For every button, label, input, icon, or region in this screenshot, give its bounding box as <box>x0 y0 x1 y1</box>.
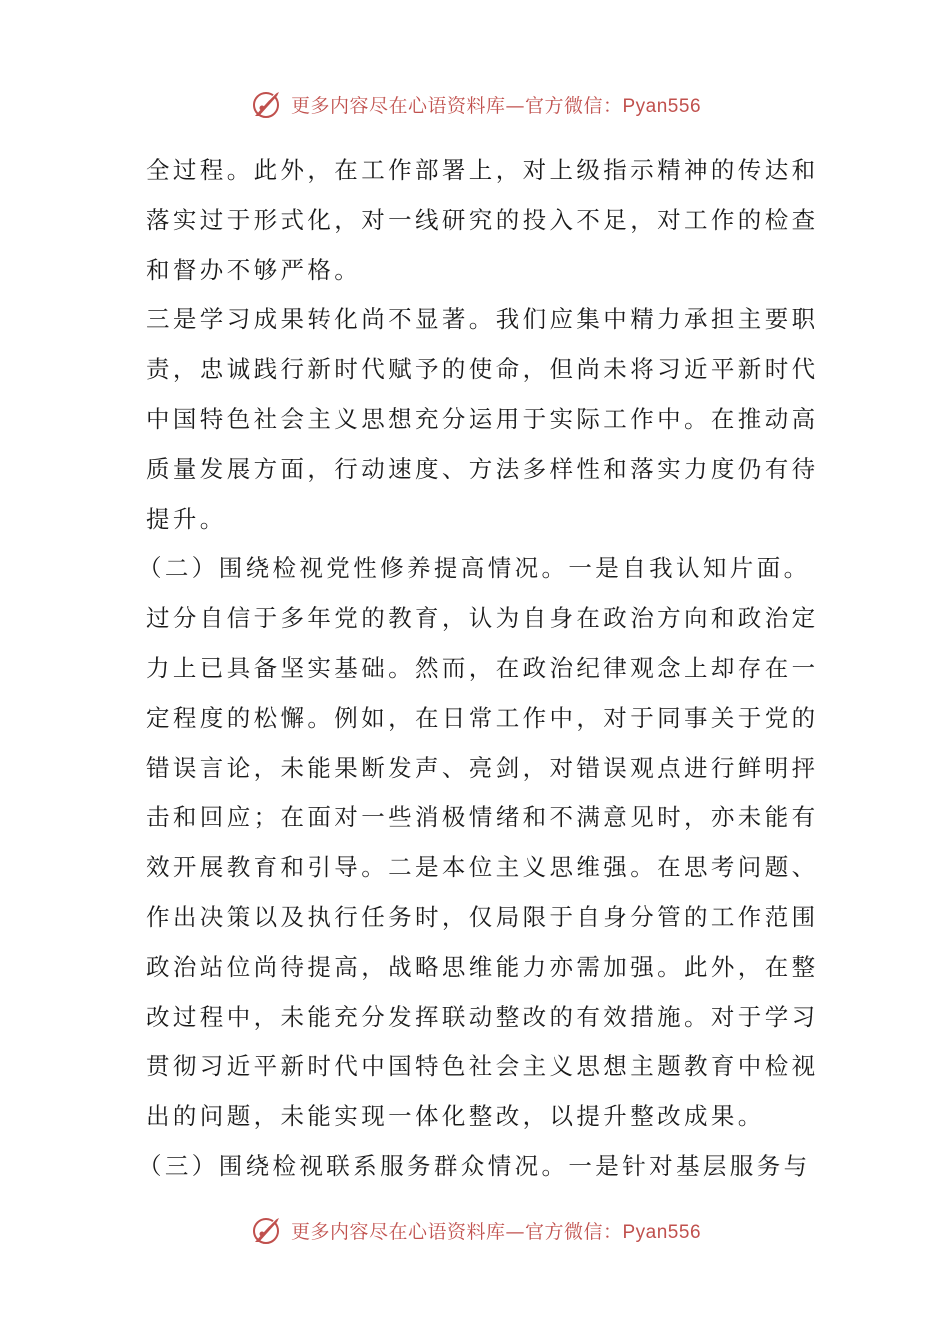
text-line: 政治站位尚待提高，战略思维能力亦需加强。此外，在整 <box>146 952 819 981</box>
text-line: 定程度的松懈。例如，在日常工作中，对于同事关于党的 <box>146 703 819 732</box>
footer-banner <box>0 1210 950 1250</box>
section-heading-line: （三）围绕检视联系服务群众情况。一是针对基层服务与 <box>138 1151 811 1180</box>
text-line: 过分自信于多年党的教育，认为自身在政治方向和政治定 <box>146 604 819 633</box>
header-banner <box>0 84 950 124</box>
text-line: 错误言论，未能果断发声、亮剑，对错误观点进行鲜明抨 <box>146 753 819 782</box>
text-line: 效开展教育和引导。二是本位主义思维强。在思考问题、 <box>146 853 819 882</box>
text-line: 击和回应；在面对一些消极情绪和不满意见时，亦未能有 <box>146 803 819 832</box>
text-line: 责，忠诚践行新时代赋予的使命，但尚未将习近平新时代 <box>146 355 819 384</box>
text-line: 作出决策以及执行任务时，仅局限于自身分管的工作范围 <box>146 902 819 931</box>
quill-seal-icon <box>249 1212 285 1248</box>
text-line: 出的问题，未能实现一体化整改，以提升整改成果。 <box>146 1102 765 1131</box>
section-heading-line: （二）围绕检视党性修养提高情况。一是自我认知片面。 <box>138 554 811 583</box>
footer-banner-label: 更多内容尽在心语资料库—官方微信： <box>290 1220 623 1243</box>
footer-banner-text <box>291 1217 701 1244</box>
text-line: 全过程。此外，在工作部署上，对上级指示精神的传达和 <box>146 156 819 184</box>
document-body <box>138 146 819 1192</box>
header-banner-text <box>291 91 701 118</box>
text-line: 和督办不够严格。 <box>146 255 362 284</box>
text-line: 贯彻习近平新时代中国特色社会主义思想主题教育中检视 <box>146 1052 819 1081</box>
text-line: 力上已具备坚实基础。然而，在政治纪律观念上却存在一 <box>146 653 819 682</box>
text-line: 改过程中，未能充分发挥联动整改的有效措施。对于学习 <box>146 1002 819 1031</box>
header-wechat-id: Pyan556 <box>622 95 702 117</box>
quill-seal-icon <box>249 86 285 122</box>
text-line: 三是学习成果转化尚不显著。我们应集中精力承担主要职 <box>146 305 819 334</box>
text-line: 质量发展方面，行动速度、方法多样性和落实力度仍有待 <box>146 454 819 483</box>
header-banner-label: 更多内容尽在心语资料库—官方微信： <box>290 94 623 117</box>
text-line: 提升。 <box>146 504 227 533</box>
text-line: 落实过于形式化，对一线研究的投入不足，对工作的检查 <box>146 205 819 234</box>
footer-wechat-id: Pyan556 <box>622 1221 702 1243</box>
text-line: 中国特色社会主义思想充分运用于实际工作中。在推动高 <box>146 404 819 433</box>
